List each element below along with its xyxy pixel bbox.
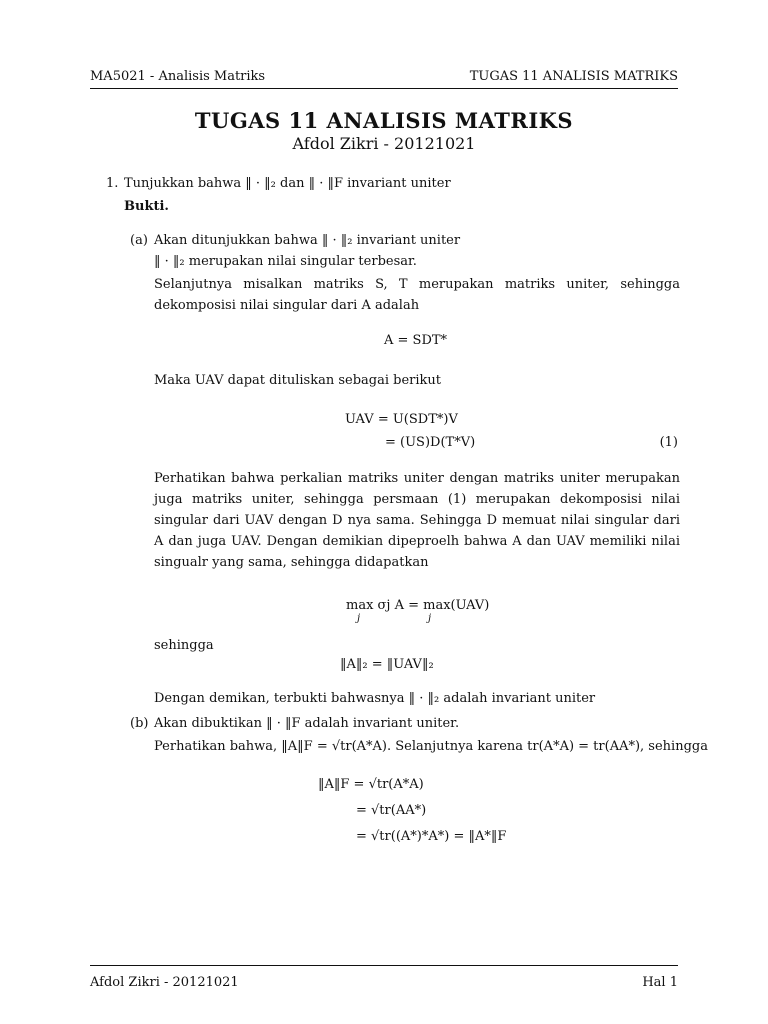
proof-label: Bukti.: [124, 199, 169, 214]
equation-frobenius-line3: = √tr((A*)*A*) = ‖A*‖F: [356, 829, 507, 844]
part-a-para5: Dengan demikan, terbukti bahwasnya ‖ · ‖₂ adalah invariant uniter: [154, 691, 596, 706]
equation-max-subscript-1: j: [357, 613, 361, 624]
part-a-line1: Akan ditunjukkan bahwa ‖ · ‖₂ invariant uniter: [154, 233, 461, 248]
equation-frobenius-line2: = √tr(AA*): [356, 803, 427, 818]
part-b-line1: Akan dibuktikan ‖ · ‖F adalah invariant uniter.: [154, 716, 460, 731]
part-a-para1: Selanjutnya misalkan matriks S, T merupakan matriks uniter, sehingga dekomposisi nilai singular dari A adalah: [154, 277, 680, 313]
problem-number: 1.: [106, 176, 119, 191]
part-a-line2: ‖ · ‖₂ merupakan nilai singular terbesar.: [154, 254, 417, 269]
equation-uav-line1: UAV = U(SDT*)V: [345, 412, 458, 427]
part-b-line2: Perhatikan bahwa, ‖A‖F = √tr(A*A). Selanjutnya karena tr(A*A) = tr(AA*), sehingga: [154, 739, 708, 754]
part-b-label: (b): [130, 716, 149, 731]
part-a-para2: Maka UAV dapat dituliskan sebagai berikut: [154, 373, 441, 388]
document-title: TUGAS 11 ANALISIS MATRIKS: [194, 108, 574, 133]
footer-left: Afdol Zikri - 20121021: [90, 975, 239, 990]
equation-max-subscript-2: j: [428, 613, 432, 624]
footer-rule: [90, 965, 678, 966]
problem-statement: Tunjukkan bahwa ‖ · ‖₂ dan ‖ · ‖F invariant uniter: [124, 176, 451, 191]
equation-frobenius-line1: ‖A‖F = √tr(A*A): [318, 777, 424, 792]
equation-max: max σj A = max(UAV): [346, 598, 490, 613]
equation-norm2: ‖A‖₂ = ‖UAV‖₂: [340, 657, 434, 672]
footer-page-number: Hal 1: [642, 975, 678, 990]
equation-number: (1): [659, 435, 678, 450]
running-header-right: TUGAS 11 ANALISIS MATRIKS: [469, 69, 678, 84]
part-a-label: (a): [130, 233, 148, 248]
part-a-para3: Perhatikan bahwa perkalian matriks uniter dengan matriks uniter merupakan juga matriks uniter, sehingga persmaan (1) merupakan dekomposisi nilai singular dari UAV dengan D nya sama. Sehingga D memuat nilai singular dari A dan juga UAV. Dengan demikian dipeproelh bahwa A dan UAV memiliki nilai singualr yang sama, sehingga didapatkan: [154, 471, 680, 570]
running-header-left: MA5021 - Analisis Matriks: [90, 69, 266, 84]
equation-uav-line2: = (US)D(T*V): [385, 435, 476, 450]
equation-svd: A = SDT*: [384, 333, 448, 348]
header-rule: [90, 88, 678, 89]
document-author: Afdol Zikri - 20121021: [292, 134, 476, 153]
part-a-para4: sehingga: [154, 638, 214, 653]
